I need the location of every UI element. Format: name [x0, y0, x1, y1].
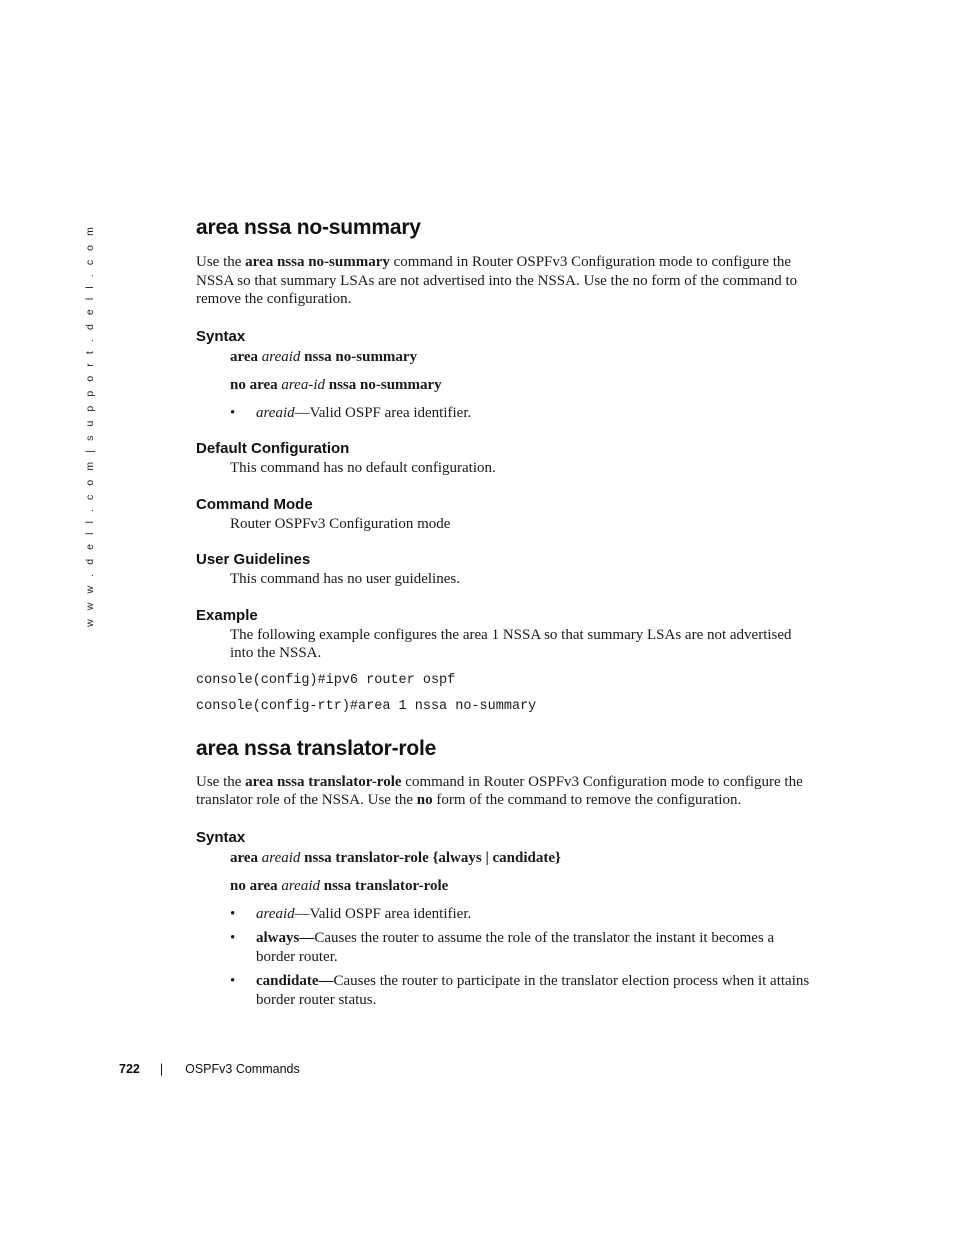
list-item: • always—Causes the router to assume the role of the translator the instant it becomes a border router.: [196, 929, 816, 966]
syntax-line-2: no area area-id nssa no-summary: [230, 376, 442, 393]
example-text: The following example configures the area 1 NSSA so that summary LSAs are not advertised into the NSSA.: [230, 626, 792, 661]
section-title-area-nssa-no-summary: area nssa no-summary: [196, 216, 421, 239]
command-mode-heading: Command Mode: [196, 495, 313, 513]
list-item: • areaid—Valid OSPF area identifier.: [196, 905, 816, 924]
default-configuration-heading: Default Configuration: [196, 440, 350, 457]
code-line-1: console(config)#ipv6 router ospf: [196, 672, 456, 688]
code-line-2: console(config-rtr)#area 1 nssa no-summary: [196, 698, 537, 714]
user-guidelines-heading: User Guidelines: [196, 551, 311, 568]
parameter-list-2: [196, 905, 816, 1010]
sidebar-url: w w w . d e l l . c o m | s u p p o r t . d e l l . c o m: [84, 224, 96, 627]
syntax2-line-2: no area areaid nssa translator-role: [230, 877, 449, 894]
page-number: 722: [119, 1062, 140, 1076]
command-mode-text: Router OSPFv3 Configuration mode: [230, 515, 451, 532]
syntax2-line-1: area areaid nssa translator-role {always | candidate}: [230, 849, 561, 866]
page-content: [196, 216, 816, 1009]
syntax-heading: Syntax: [196, 327, 246, 345]
footer-separator: |: [159, 1062, 164, 1076]
user-guidelines-text: This command has no user guidelines.: [230, 571, 460, 587]
section-title-area-nssa-translator-role: area nssa translator-role: [196, 736, 437, 760]
footer-section-title: OSPFv3 Commands: [185, 1062, 300, 1076]
section2-description: Use the area nssa translator-role command in Router OSPFv3 Configuration mode to configure the translator role of the NSSA. Use the no form of the command to remove the configuration.: [196, 773, 803, 808]
example-heading: Example: [196, 606, 258, 624]
syntax-heading-2: Syntax: [196, 828, 246, 846]
list-item: • areaid—Valid OSPF area identifier.: [196, 404, 816, 423]
syntax-line-1: area areaid nssa no-summary: [230, 348, 418, 365]
section1-description: Use the area nssa no-summary command in Router OSPFv3 Configuration mode to configure the NSSA so that summary LSAs are not advertised into the NSSA. Use the no form of the command to remove the configuration.: [196, 254, 798, 307]
default-configuration-text: This command has no default configuration.: [230, 460, 496, 476]
parameter-list: [196, 404, 816, 423]
page-footer: [119, 1062, 300, 1076]
list-item: • candidate—Causes the router to participate in the translator election process when it attains border router status.: [196, 972, 816, 1009]
